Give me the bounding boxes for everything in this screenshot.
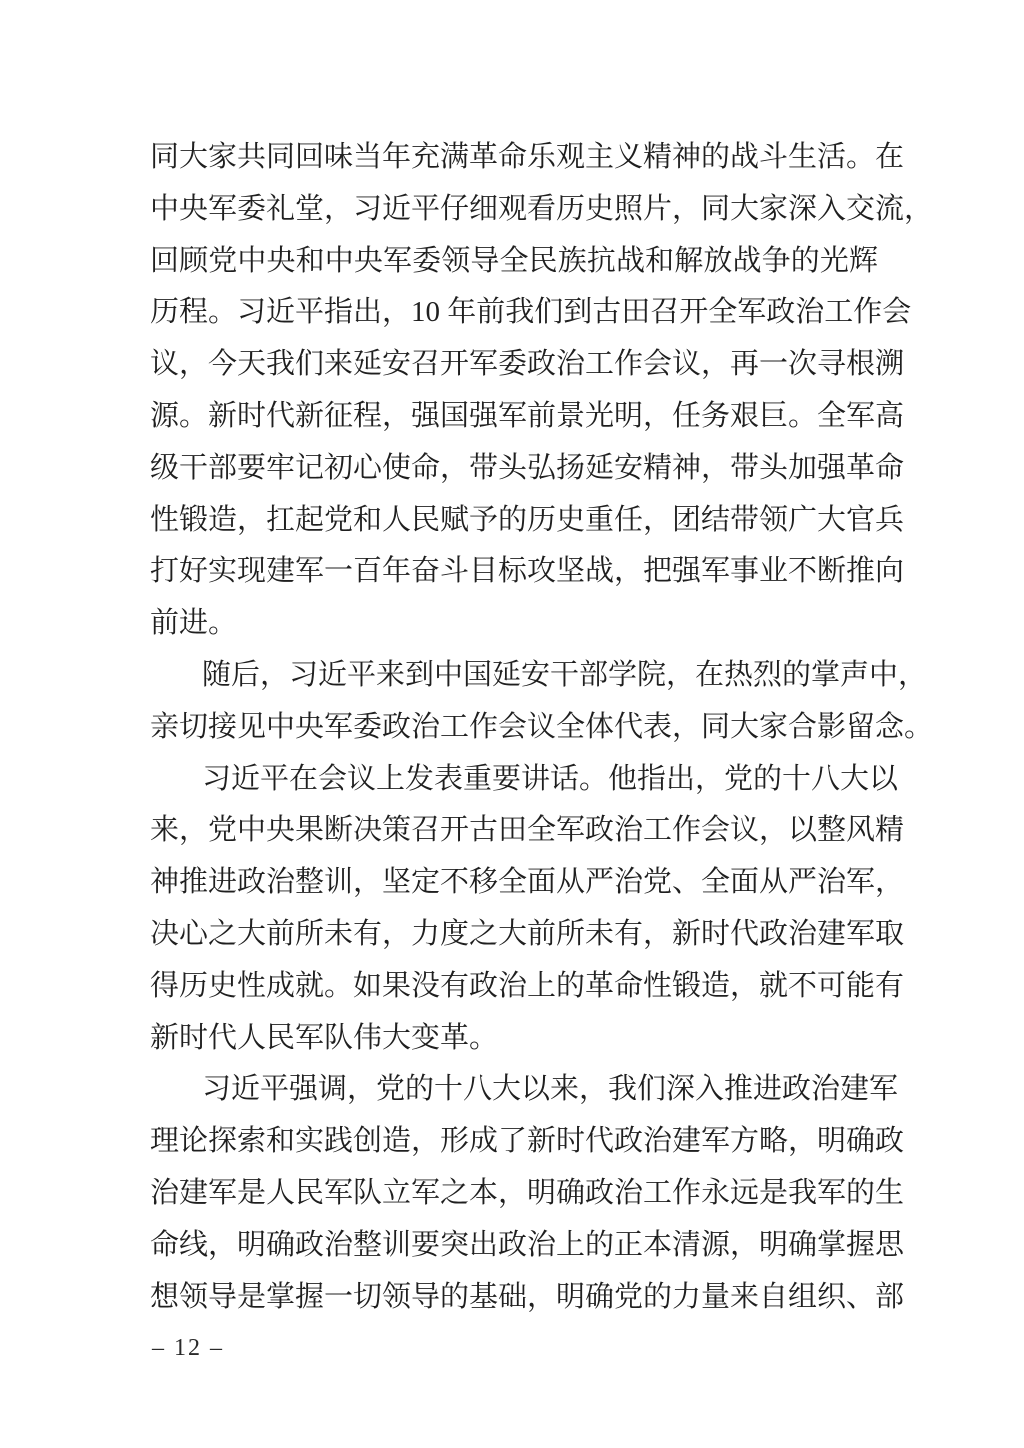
text-line: 得历史性成就。如果没有政治上的革命性锻造，就不可能有 bbox=[150, 969, 905, 1002]
text-line: 习近平在会议上发表重要讲话。他指出，党的十八大以 bbox=[202, 762, 899, 795]
text-line: 神推进政治整训，坚定不移全面从严治党、全面从严治军， bbox=[150, 866, 905, 899]
text-line: 来，党中央果断决策召开古田全军政治工作会议，以整风精 bbox=[150, 814, 905, 847]
text-line: 治建军是人民军队立军之本，明确政治工作永远是我军的生 bbox=[150, 1176, 905, 1209]
document-body bbox=[150, 132, 934, 1323]
text-line: 随后，习近平来到中国延安干部学院，在热烈的掌声中， bbox=[202, 658, 928, 691]
text-line: 中央军委礼堂，习近平仔细观看历史照片，同大家深入交流， bbox=[150, 192, 934, 225]
text-line: 决心之大前所未有，力度之大前所未有，新时代政治建军取 bbox=[150, 917, 905, 950]
text-line: 打好实现建军一百年奋斗目标攻坚战，把强军事业不断推向 bbox=[150, 555, 905, 588]
text-line: 议，今天我们来延安召开军委政治工作会议，再一次寻根溯 bbox=[150, 348, 905, 381]
text-line: 前进。 bbox=[150, 607, 238, 640]
text-line: 性锻造，扛起党和人民赋予的历史重任，团结带领广大官兵 bbox=[150, 503, 905, 536]
text-line: 回顾党中央和中央军委领导全民族抗战和解放战争的光辉 bbox=[150, 244, 878, 277]
text-line: 新时代人民军队伟大变革。 bbox=[150, 1021, 499, 1054]
text-line: 级干部要牢记初心使命，带头弘扬延安精神，带头加强革命 bbox=[150, 451, 905, 484]
text-line: 命线，明确政治整训要突出政治上的正本清源，明确掌握思 bbox=[150, 1228, 905, 1261]
text-line: 源。新时代新征程，强国强军前景光明，任务艰巨。全军高 bbox=[150, 399, 905, 432]
text-line: 理论探索和实践创造，形成了新时代政治建军方略，明确政 bbox=[150, 1125, 905, 1158]
text-line: 历程。习近平指出，10 年前我们到古田召开全军政治工作会 bbox=[150, 296, 912, 329]
page-number: – 12 – bbox=[152, 1335, 224, 1361]
text-line: 想领导是掌握一切领导的基础，明确党的力量来自组织、部 bbox=[150, 1280, 905, 1313]
text-line: 习近平强调，党的十八大以来，我们深入推进政治建军 bbox=[202, 1073, 899, 1106]
text-line: 同大家共同回味当年充满革命乐观主义精神的战斗生活。在 bbox=[150, 141, 905, 173]
text-line: 亲切接见中央军委政治工作会议全体代表，同大家合影留念。 bbox=[150, 710, 934, 743]
